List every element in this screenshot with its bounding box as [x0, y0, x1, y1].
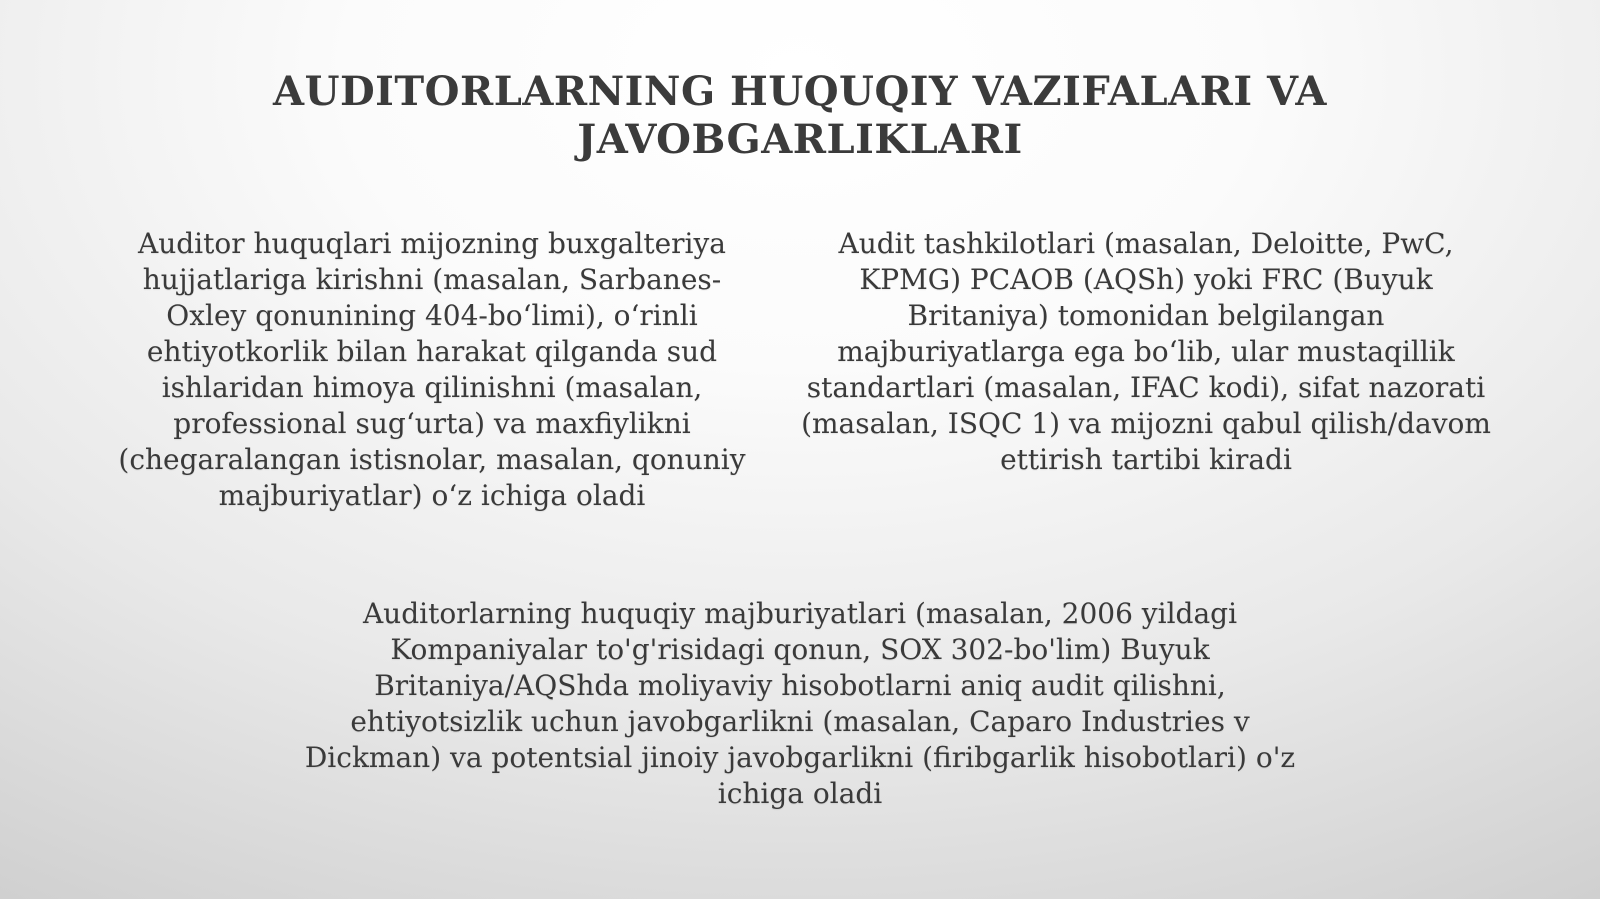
audit-firms-obligations-text: Audit tashkilotlari (masalan, Deloitte, PwC, KPMG) PCAOB (AQSh) yoki FRC (Buyuk Britaniya) tomonidan belgilangan majburiyatlarga ega bo‘lib, ular mustaqillik standartlari (masalan, IFAC kodi), sifat nazorati (masalan, ISQC 1) va mijozni qabul qilish/davom ettirish tartibi kiradi	[801, 227, 1491, 476]
auditor-rights-text: Auditor huquqlari mijozning buxgalteriya hujjatlariga kirishni (masalan, Sarbanes-Oxley qonunining 404-bo‘limi), o‘rinli ehtiyotkorlik bilan harakat qilganda sud ishlaridan himoya qilinishni (masalan, professional sug‘urta) va maxfiylikni (chegaralangan istisnolar, masalan, qonuniy majburiyatlar) o‘z ichiga oladi	[118, 227, 746, 512]
legal-obligations-text: Auditorlarning huquqiy majburiyatlari (masalan, 2006 yildagi Kompaniyalar to'g'risidagi qonun, SOX 302-bo'lim) Buyuk Britaniya/AQShda moliyaviy hisobotlarni aniq audit qilishni, ehtiyotsizlik uchun javobgarlikni (masalan, Caparo Industries v Dickman) va potentsial jinoiy javobgarlikni (firibgarlik hisobotlari) o'z ichiga oladi	[304, 597, 1296, 810]
slide-title: AUDITORLARNING HUQUQIY VAZIFALARI VA JAVOBGARLIKLARI	[273, 68, 1327, 163]
